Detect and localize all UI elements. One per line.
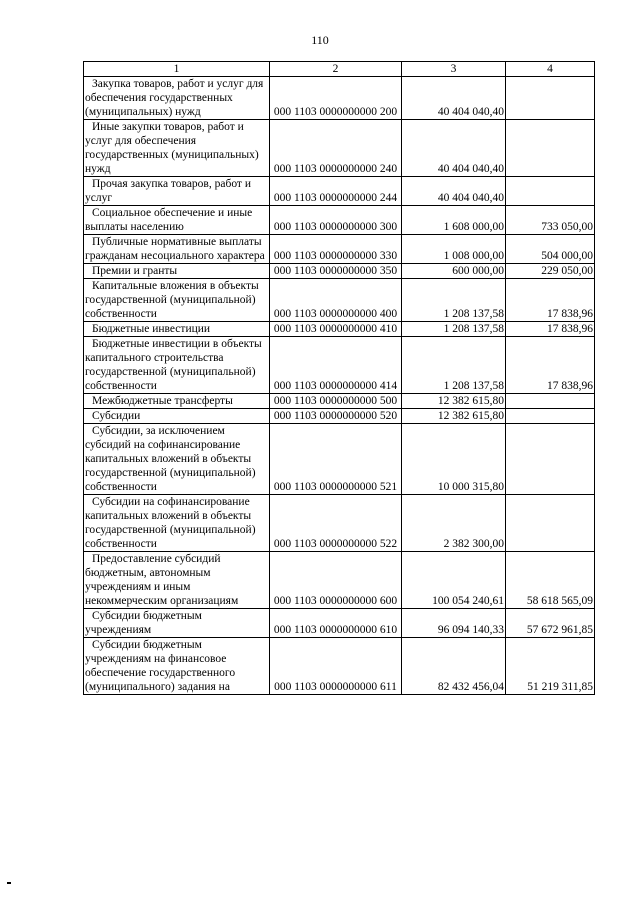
row-actual-amount: 51 219 311,85 — [506, 638, 595, 695]
row-name-cell: Бюджетные инвестиции в объекты капитального строительства государственной (муниципальной) собственности — [84, 337, 270, 394]
row-code-cell: 000 1103 0000000000 244 — [270, 177, 402, 206]
row-actual-amount — [506, 120, 595, 177]
table-row — [84, 424, 595, 495]
row-name-cell: Межбюджетные трансферты — [84, 394, 270, 409]
row-name-cell: Капитальные вложения в объекты государственной (муниципальной) собственности — [84, 279, 270, 322]
header-cell-3: 3 — [402, 62, 506, 77]
row-actual-amount — [506, 77, 595, 120]
row-actual-amount — [506, 409, 595, 424]
row-name-cell: Бюджетные инвестиции — [84, 322, 270, 337]
row-actual-amount: 17 838,96 — [506, 337, 595, 394]
header-cell-2: 2 — [270, 62, 402, 77]
row-plan-amount: 1 208 137,58 — [402, 337, 506, 394]
row-name-cell: Премии и гранты — [84, 264, 270, 279]
row-code-cell: 000 1103 0000000000 414 — [270, 337, 402, 394]
row-plan-amount: 40 404 040,40 — [402, 77, 506, 120]
header-cell-1: 1 — [84, 62, 270, 77]
header-cell-4: 4 — [506, 62, 595, 77]
table-row — [84, 552, 595, 609]
table-row — [84, 235, 595, 264]
row-plan-amount: 2 382 300,00 — [402, 495, 506, 552]
row-code-cell: 000 1103 0000000000 611 — [270, 638, 402, 695]
row-plan-amount: 96 094 140,33 — [402, 609, 506, 638]
row-plan-amount: 40 404 040,40 — [402, 120, 506, 177]
row-name-cell: Субсидии бюджетным учреждениям — [84, 609, 270, 638]
table-row — [84, 177, 595, 206]
table-row — [84, 322, 595, 337]
row-code-cell: 000 1103 0000000000 300 — [270, 206, 402, 235]
row-actual-amount: 17 838,96 — [506, 322, 595, 337]
table-row — [84, 120, 595, 177]
row-actual-amount: 229 050,00 — [506, 264, 595, 279]
row-plan-amount: 40 404 040,40 — [402, 177, 506, 206]
row-plan-amount: 10 000 315,80 — [402, 424, 506, 495]
row-plan-amount: 1 208 137,58 — [402, 279, 506, 322]
row-code-cell: 000 1103 0000000000 500 — [270, 394, 402, 409]
row-name-cell: Публичные нормативные выплаты гражданам несоциального характера — [84, 235, 270, 264]
row-name-cell: Закупка товаров, работ и услуг для обеспечения государственных (муниципальных) нужд — [84, 77, 270, 120]
row-actual-amount — [506, 394, 595, 409]
row-actual-amount: 504 000,00 — [506, 235, 595, 264]
table-row — [84, 609, 595, 638]
row-plan-amount: 12 382 615,80 — [402, 409, 506, 424]
row-name-cell: Иные закупки товаров, работ и услуг для обеспечения государственных (муниципальных) нужд — [84, 120, 270, 177]
row-name-cell: Прочая закупка товаров, работ и услуг — [84, 177, 270, 206]
row-plan-amount: 12 382 615,80 — [402, 394, 506, 409]
row-actual-amount — [506, 424, 595, 495]
table-row — [84, 206, 595, 235]
row-code-cell: 000 1103 0000000000 240 — [270, 120, 402, 177]
table-row — [84, 279, 595, 322]
row-plan-amount: 82 432 456,04 — [402, 638, 506, 695]
row-actual-amount: 17 838,96 — [506, 279, 595, 322]
row-code-cell: 000 1103 0000000000 521 — [270, 424, 402, 495]
table-row — [84, 264, 595, 279]
table-row — [84, 409, 595, 424]
row-name-cell: Субсидии бюджетным учреждениям на финансовое обеспечение государственного (муниципального) задания на — [84, 638, 270, 695]
row-actual-amount: 733 050,00 — [506, 206, 595, 235]
table-row — [84, 337, 595, 394]
row-plan-amount: 600 000,00 — [402, 264, 506, 279]
row-plan-amount: 1 608 000,00 — [402, 206, 506, 235]
page-number: 110 — [311, 33, 329, 47]
row-code-cell: 000 1103 0000000000 522 — [270, 495, 402, 552]
row-name-cell: Субсидии на софинансирование капитальных вложений в объекты государственной (муниципальной) собственности — [84, 495, 270, 552]
row-code-cell: 000 1103 0000000000 400 — [270, 279, 402, 322]
row-name-cell: Предоставление субсидий бюджетным, автономным учреждениям и иным некоммерческим организациям — [84, 552, 270, 609]
row-code-cell: 000 1103 0000000000 600 — [270, 552, 402, 609]
table-row — [84, 495, 595, 552]
row-name-cell: Субсидии — [84, 409, 270, 424]
table-row — [84, 77, 595, 120]
scan-mark — [7, 882, 11, 884]
row-plan-amount: 100 054 240,61 — [402, 552, 506, 609]
row-plan-amount: 1 008 000,00 — [402, 235, 506, 264]
row-code-cell: 000 1103 0000000000 350 — [270, 264, 402, 279]
header-row — [84, 62, 595, 77]
row-actual-amount — [506, 177, 595, 206]
row-code-cell: 000 1103 0000000000 200 — [270, 77, 402, 120]
table-row — [84, 394, 595, 409]
row-code-cell: 000 1103 0000000000 610 — [270, 609, 402, 638]
row-plan-amount: 1 208 137,58 — [402, 322, 506, 337]
row-code-cell: 000 1103 0000000000 330 — [270, 235, 402, 264]
row-actual-amount: 58 618 565,09 — [506, 552, 595, 609]
row-actual-amount — [506, 495, 595, 552]
row-actual-amount: 57 672 961,85 — [506, 609, 595, 638]
budget-table — [83, 61, 595, 695]
table-row — [84, 638, 595, 695]
row-name-cell: Субсидии, за исключением субсидий на софинансирование капитальных вложений в объекты государственной (муниципальной) собственности — [84, 424, 270, 495]
row-code-cell: 000 1103 0000000000 520 — [270, 409, 402, 424]
row-name-cell: Социальное обеспечение и иные выплаты населению — [84, 206, 270, 235]
row-code-cell: 000 1103 0000000000 410 — [270, 322, 402, 337]
